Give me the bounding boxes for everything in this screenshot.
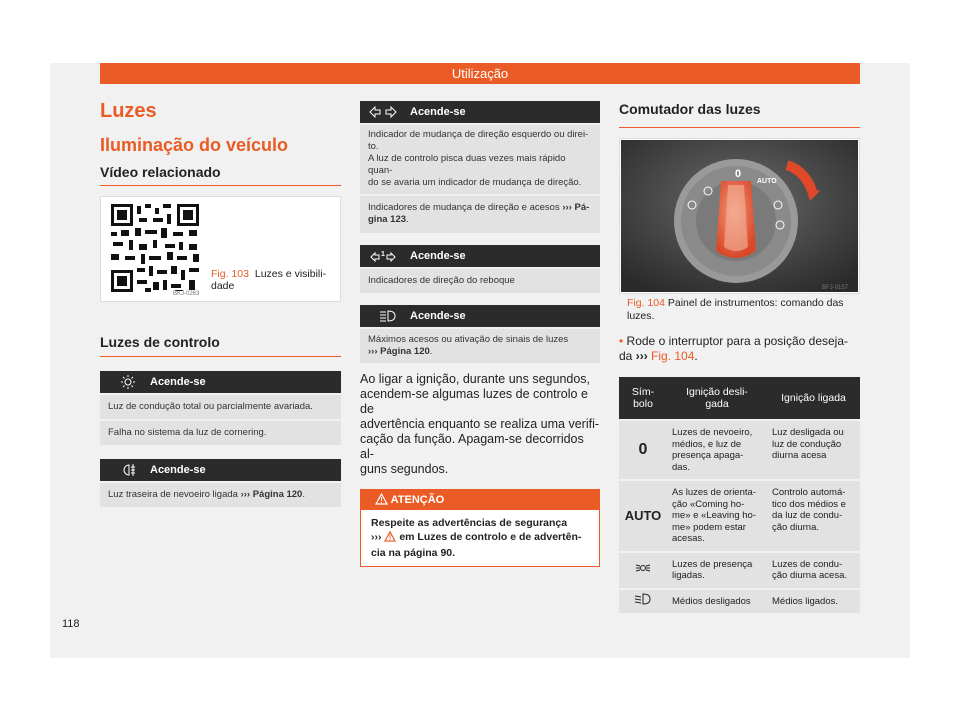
status-label: Acende-se bbox=[410, 250, 466, 262]
table-header-row bbox=[619, 377, 860, 419]
warning-triangle-icon bbox=[384, 531, 396, 546]
ignition-on-cell: Médios ligados. bbox=[767, 590, 860, 614]
figure-104 bbox=[619, 138, 860, 294]
rear-fog-icon bbox=[118, 459, 138, 485]
page-title: Luzes bbox=[100, 100, 157, 122]
figure-number[interactable]: Fig. 103 bbox=[211, 268, 249, 280]
page-number: 118 bbox=[62, 618, 80, 630]
section-subtitle: Iluminação do veículo bbox=[100, 135, 289, 155]
column-header-symbol: Sím- bolo bbox=[619, 377, 667, 419]
ignition-off-cell: As luzes de orienta- ção «Coming ho- me» e «Leaving ho- me» podem estar acesas. bbox=[667, 481, 767, 551]
warning-body: Respeite as advertências de segurança ››› em Luzes de controlo e de advertên- cia na página 90. bbox=[371, 517, 582, 559]
status-label: Acende-se bbox=[410, 106, 466, 118]
table-row bbox=[619, 421, 860, 479]
turn-signal-icon bbox=[368, 101, 398, 126]
svg-text:1: 1 bbox=[381, 251, 385, 258]
low-beam-icon bbox=[619, 590, 667, 614]
control-description: Máximos acesos ou ativação de sinais de luzes ››› Página 120. bbox=[360, 329, 600, 363]
figure-104-caption: Fig. 104 Painel de instrumentos: comando das luzes. bbox=[627, 297, 844, 322]
figure-103-caption: Fig. 103 Luzes e visibili- dade bbox=[211, 268, 327, 292]
column-header-ignition-on: Ignição ligada bbox=[767, 377, 860, 419]
middle-column bbox=[360, 101, 600, 567]
warning-box bbox=[360, 489, 600, 567]
status-label: Acende-se bbox=[410, 310, 466, 322]
control-description: Luz de condução total ou parcialmente avariada. bbox=[100, 395, 341, 419]
section-header-bar bbox=[100, 63, 860, 84]
switch-heading: Comutador das luzes bbox=[619, 101, 860, 128]
left-column bbox=[100, 100, 341, 507]
table-row bbox=[619, 553, 860, 588]
control-bar bbox=[360, 101, 600, 123]
ignition-off-cell: Luzes de presença ligadas. bbox=[667, 553, 767, 588]
qr-code-image[interactable] bbox=[109, 202, 201, 294]
parking-light-icon bbox=[619, 553, 667, 588]
control-description: Indicador de mudança de direção esquerdo ou direi- to. A luz de controlo pisca duas vezes mais rápido quan- do se avaria um indicador de mudança de direção. bbox=[360, 125, 600, 194]
bullet-dot: • bbox=[619, 334, 624, 348]
table-row bbox=[619, 590, 860, 614]
figure-number[interactable]: Fig. 104 bbox=[627, 297, 665, 309]
control-block-trailer-signal bbox=[360, 245, 600, 293]
controls-heading: Luzes de controlo bbox=[100, 334, 341, 357]
switch-positions-table bbox=[619, 375, 860, 615]
section-title: Utilização bbox=[451, 66, 509, 81]
status-label: Acende-se bbox=[150, 464, 206, 476]
control-bar bbox=[360, 305, 600, 327]
light-switch-image[interactable] bbox=[620, 139, 859, 293]
instruction-bullet: • Rode o interruptor para a posição deseja- da ››› Fig. 104. bbox=[619, 334, 849, 363]
knob-zero-label: 0 bbox=[735, 168, 742, 180]
knob-auto-label: AUTO bbox=[757, 178, 777, 185]
figure-103 bbox=[100, 196, 341, 302]
warning-title: ATENÇÃO bbox=[390, 494, 445, 506]
control-block-turn-signal bbox=[360, 101, 600, 233]
page-link[interactable]: gina 123 bbox=[368, 214, 407, 225]
control-bar bbox=[100, 371, 341, 393]
page-link[interactable]: Pá- bbox=[574, 202, 590, 213]
control-bar bbox=[100, 459, 341, 481]
control-description: Falha no sistema da luz de cornering. bbox=[100, 421, 341, 445]
control-description: Luz traseira de nevoeiro ligada ››› Página 120. bbox=[100, 483, 341, 507]
video-heading: Vídeo relacionado bbox=[100, 164, 341, 186]
lamp-fault-icon bbox=[118, 371, 138, 397]
status-label: Acende-se bbox=[150, 376, 206, 388]
control-bar bbox=[360, 245, 600, 267]
page-link[interactable]: Página 120 bbox=[252, 489, 303, 500]
control-block-headlight-fault bbox=[100, 371, 341, 445]
ignition-off-cell: Luzes de nevoeiro, médios, e luz de presença apaga- das. bbox=[667, 421, 767, 479]
control-block-rear-fog bbox=[100, 459, 341, 507]
symbol-zero: 0 bbox=[619, 421, 667, 479]
warning-triangle-icon bbox=[375, 492, 388, 512]
figure-code: BKJ-0263 bbox=[173, 291, 200, 297]
right-column bbox=[619, 101, 860, 615]
figure-code: BFJ-0157 bbox=[821, 285, 848, 291]
ignition-off-cell: Médios desligados bbox=[667, 590, 767, 614]
page-link[interactable]: Página 120 bbox=[380, 346, 430, 357]
ignition-on-cell: Controlo automá- tico dos médios e da luz de condu- ção diurna. bbox=[767, 481, 860, 551]
table-row bbox=[619, 481, 860, 551]
ignition-on-cell: Luzes de condu- ção diurna acesa. bbox=[767, 553, 860, 588]
ignition-on-cell: Luz desligada ou luz de condução diurna acesa bbox=[767, 421, 860, 479]
control-description: Indicadores de direção do reboque bbox=[360, 269, 600, 293]
trailer-signal-icon bbox=[368, 245, 398, 271]
symbol-auto: AUTO bbox=[619, 481, 667, 551]
high-beam-icon bbox=[378, 305, 398, 331]
control-block-high-beam bbox=[360, 305, 600, 363]
control-description: Indicadores de mudança de direção e acesos ››› Pá- gina 123. bbox=[360, 196, 600, 233]
intro-paragraph: Ao ligar a ignição, durante uns segundos, acendem-se algumas luzes de controlo e de advertência enquanto se realiza uma verifi- cação da função. Apagam-se decorridos al- guns segundos. bbox=[360, 372, 600, 476]
warning-header bbox=[361, 490, 599, 510]
warning-link[interactable]: em Luzes de controlo e de advertên- bbox=[399, 531, 582, 543]
column-header-ignition-off: Ignição desli- gada bbox=[667, 377, 767, 419]
figure-link[interactable]: Fig. 104 bbox=[651, 349, 695, 363]
